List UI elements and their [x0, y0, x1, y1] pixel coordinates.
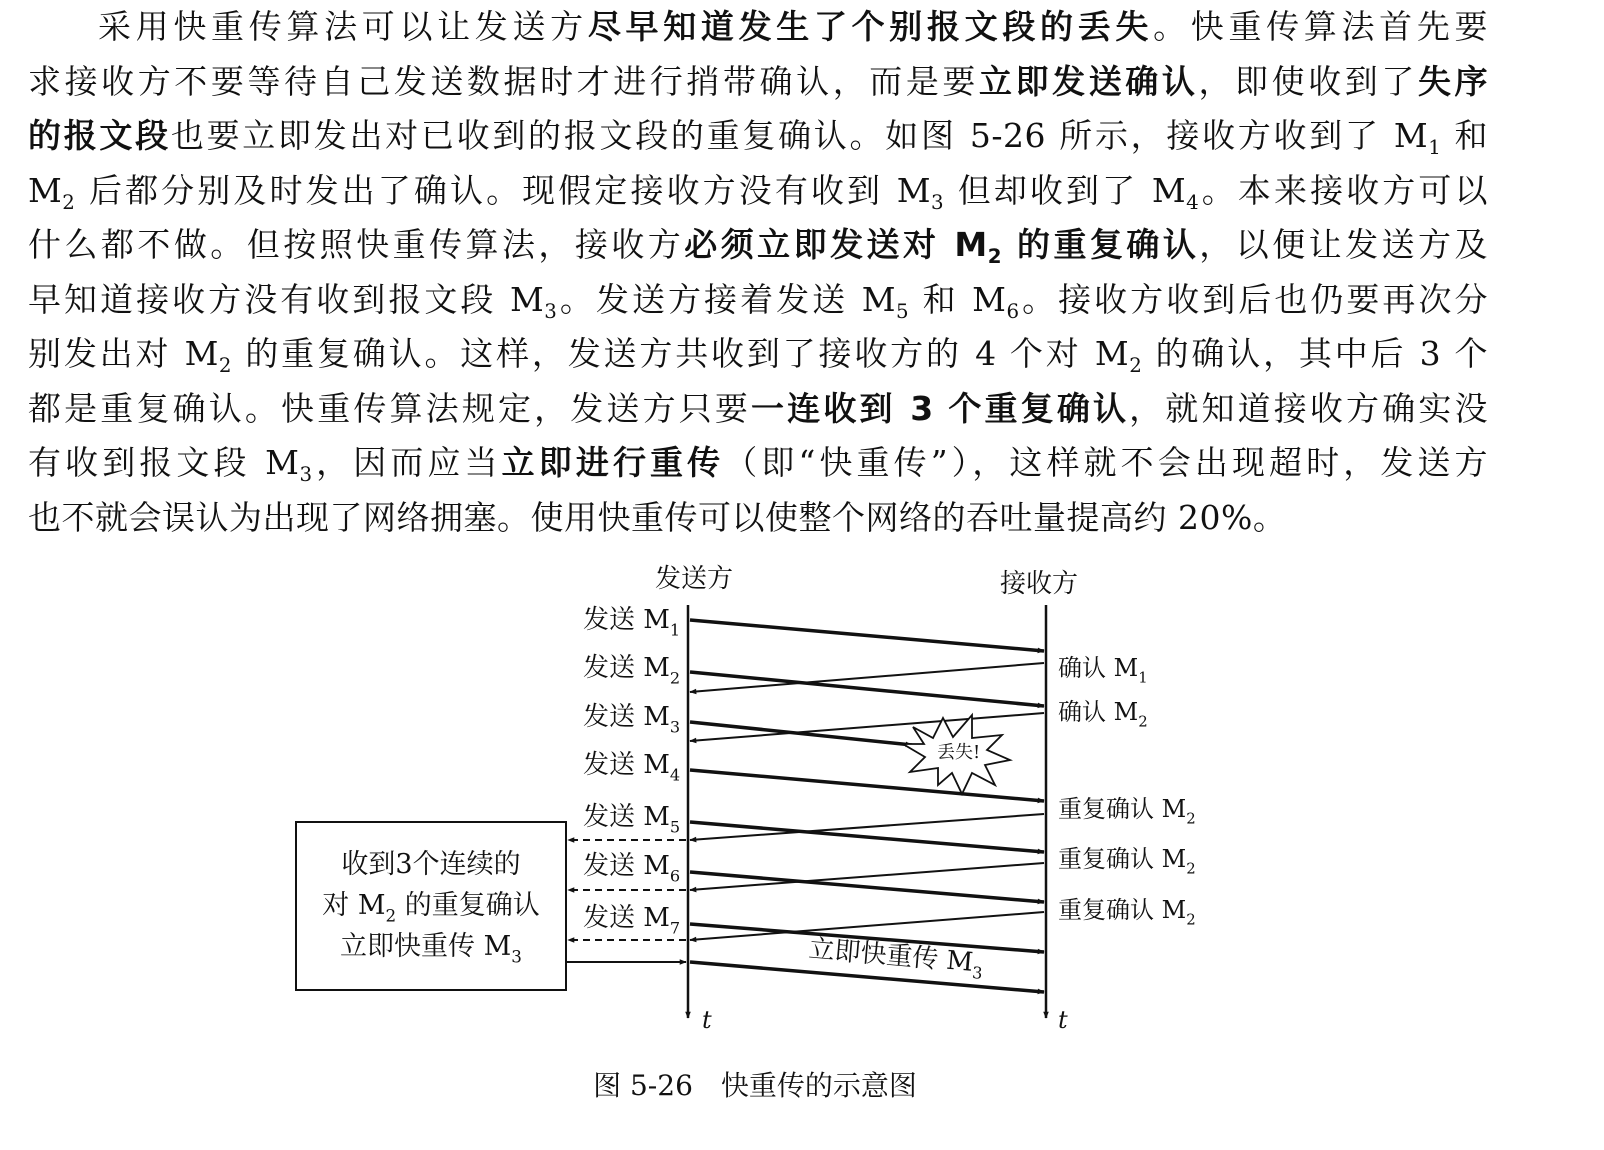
text: 3 [544, 299, 558, 323]
bold-text: 2 [987, 244, 1003, 268]
text: 。快重传算法首先要 [1153, 7, 1489, 46]
loss-label: 丢失! [937, 742, 981, 763]
bold-text: 的报文段 [28, 116, 171, 155]
ack-label: 重复确认 $M_2$ [1058, 845, 1196, 878]
text: 3 [299, 462, 313, 486]
send-label: 发送 $M_4$ [583, 750, 681, 785]
bold-text: 一连收到 3 个重复确认 [751, 388, 1130, 428]
ack-label: 确认 $M_1$ [1058, 654, 1148, 687]
box-line: 立即快重传 $M_3$ [340, 931, 522, 967]
text: 2 [1129, 353, 1143, 377]
sender-time-label: t [702, 1006, 712, 1034]
text: 和 [1441, 116, 1488, 155]
text: 5 [895, 299, 910, 323]
text: （即“快重传”），这样就不会出现超时，发送方 [724, 443, 1489, 482]
text: ，即使收到了 [1198, 61, 1418, 101]
text: 2 [62, 190, 76, 214]
text: 1 [1428, 135, 1442, 159]
text: 后都分别及时发出了确认。现假定接收方没有收到 M [75, 170, 932, 210]
send-label: 发送 $M_7$ [583, 903, 681, 938]
text: 6 [1006, 299, 1020, 323]
text: 也要立即发出对已收到的报文段的重复确认。如图 5-26 所示，接收方收到了 M [170, 116, 1429, 155]
text: ，以便让发送方及 [1199, 225, 1489, 264]
text: 。本来接收方可以 [1199, 170, 1488, 210]
send-labels [583, 605, 680, 937]
box-line: 收到3个连续的 [341, 849, 521, 880]
figure-caption: 图 5-26 快重传的示意图 [593, 1069, 917, 1102]
text: 有收到报文段 M [28, 443, 300, 482]
retransmit-text: 立即快重传 $M_3$ [807, 934, 984, 983]
text: 都是重复确认。快重传算法规定，发送方只要 [28, 388, 752, 428]
ack-labels [1058, 654, 1196, 929]
text: ，就知道接收方确实没 [1129, 388, 1489, 428]
text: 和 M [909, 279, 1007, 319]
box-line: 对 $M_2$ 的重复确认 [322, 890, 540, 926]
send-label: 发送 $M_3$ [583, 702, 681, 737]
text: 。接收方收到后也仍要再次分 [1019, 279, 1488, 319]
text: 的重复确认。这样，发送方共收到了接收方的 4 个对 M [232, 334, 1130, 373]
bold-text: 尽早知道发生了个别报文段的丢失 [587, 7, 1154, 46]
send-label: 发送 $M_6$ [583, 851, 681, 886]
text: 2 [218, 353, 232, 377]
bold-text: 失序 [1417, 61, 1489, 101]
text: 什么都不做。但按照快重传算法，接收方 [28, 225, 685, 264]
send-label: 发送 $M_2$ [583, 653, 681, 688]
bold-text: 立即进行重传 [501, 443, 725, 482]
box-text [322, 849, 539, 967]
text: 早知道接收方没有收到报文段 M [28, 279, 545, 319]
ack-label: 重复确认 $M_2$ [1058, 795, 1196, 828]
text: 。发送方接着发送 M [557, 279, 896, 319]
text: 3 [931, 190, 945, 214]
receiver-title: 接收方 [1000, 569, 1079, 599]
ack-label: 重复确认 $M_2$ [1058, 896, 1196, 929]
bold-text: 必须立即发送对 M [684, 225, 988, 264]
text: M [28, 170, 63, 210]
sender-title: 发送方 [655, 564, 734, 594]
text: ，因而应当 [312, 443, 502, 482]
send-label: 发送 $M_1$ [583, 605, 681, 640]
text: 但却收到了 M [944, 170, 1187, 210]
bold-text: 立即发送确认 [979, 61, 1199, 101]
text: 4 [1186, 190, 1200, 214]
text: 求接收方不要等待自己发送数据时才进行捎带确认，而是要 [28, 61, 979, 101]
text: 也不就会误认为出现了网络拥塞。使用快重传可以使整个网络的吞吐量提高约 20%。 [28, 497, 1287, 537]
ack-label: 确认 $M_2$ [1058, 698, 1148, 731]
send-label: 发送 $M_5$ [583, 802, 681, 837]
text: 别发出对 M [28, 334, 219, 373]
bold-text: 的重复确认 [1002, 225, 1200, 264]
text: 采用快重传算法可以让发送方 [98, 7, 588, 46]
text: 的确认，其中后 3 个 [1142, 334, 1488, 373]
receiver-time-label: t [1058, 1006, 1068, 1034]
